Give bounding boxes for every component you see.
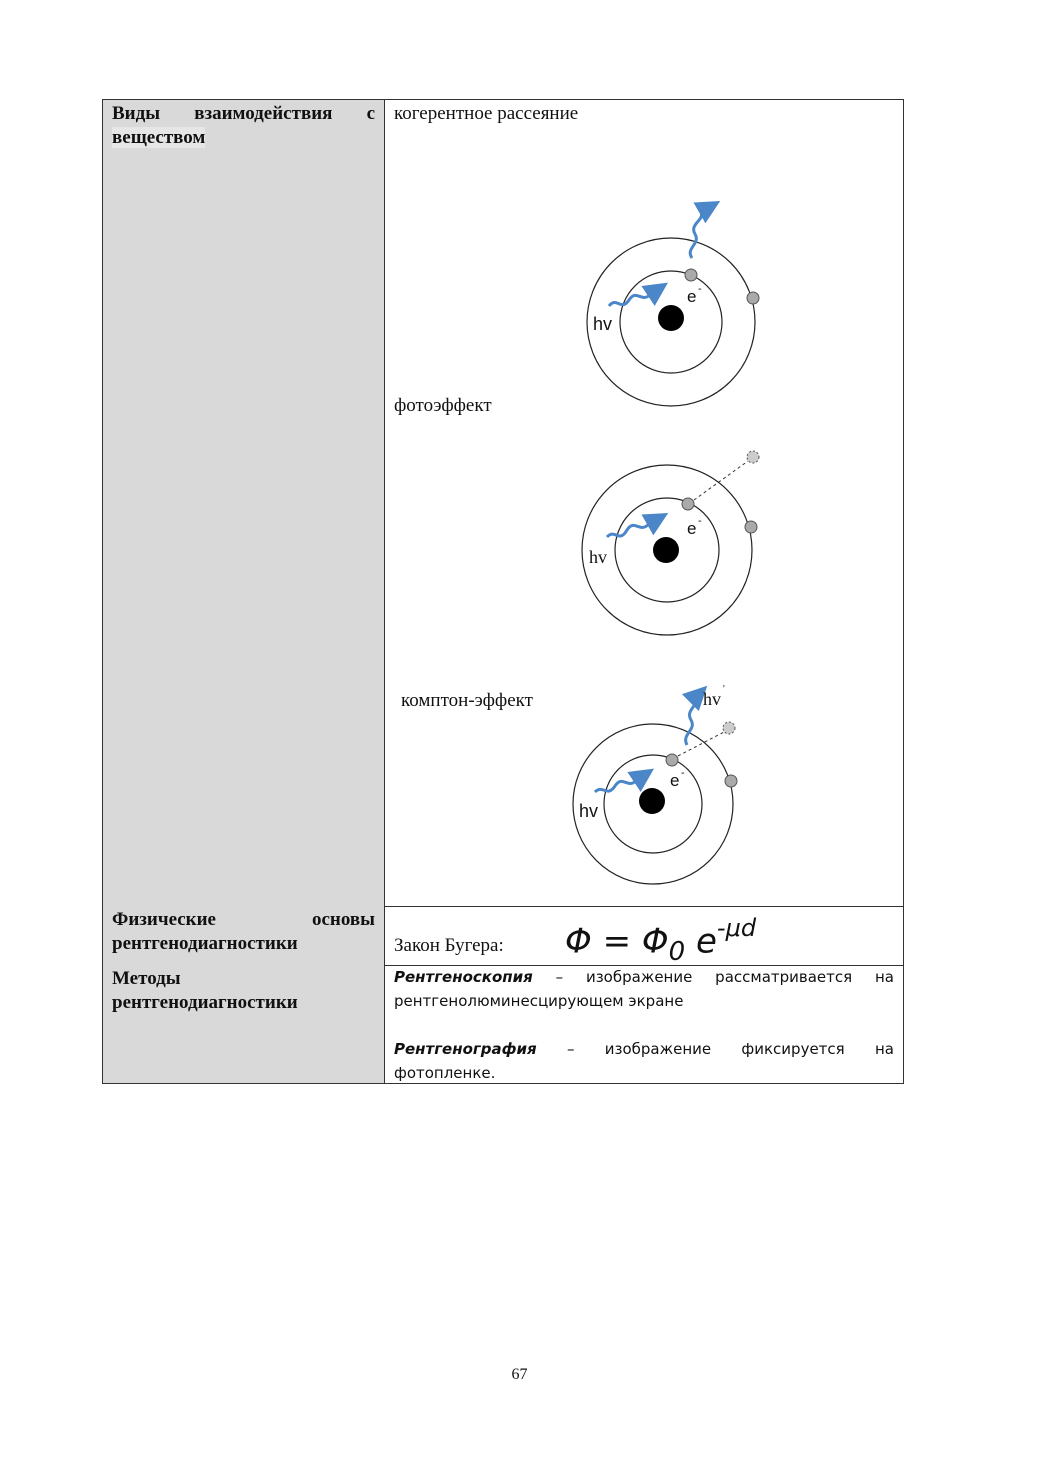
- method2-description: – изображение фиксируется на: [566, 1040, 894, 1058]
- svg-text:-: -: [681, 767, 685, 779]
- ejected-electron: [723, 722, 735, 734]
- hv-prime-label: hv: [703, 689, 721, 709]
- electron-label: e: [687, 287, 697, 306]
- heading-line: Методы: [112, 968, 181, 989]
- scattered-photon-arrow: [686, 690, 703, 745]
- photoeffect-label: фотоэффект: [394, 395, 492, 416]
- incident-photon-arrow: [609, 286, 663, 306]
- photoeffect-diagram: [582, 451, 759, 635]
- row-heading-methods: [103, 965, 385, 1083]
- electron: [682, 498, 694, 510]
- method1-description: – изображение рассматривается на: [555, 968, 894, 986]
- nucleus: [639, 788, 665, 814]
- method2-term: Рентгенография: [394, 1040, 537, 1058]
- methods-content: [385, 965, 903, 1083]
- method1-line: [394, 965, 894, 989]
- hv-label: hv: [579, 801, 599, 821]
- coherent-scattering-diagram: [587, 204, 759, 406]
- incident-photon-arrow: [595, 772, 649, 792]
- row-methods: [103, 965, 903, 1083]
- heading-line: Виды взаимодействия с: [112, 103, 375, 124]
- svg-text:-: -: [698, 515, 702, 527]
- bouguer-law-label: Закон Бугера:: [394, 935, 504, 956]
- heading-line: веществом: [112, 127, 206, 148]
- formula-subscript: 0: [668, 937, 686, 968]
- interaction-types-content: [385, 100, 903, 906]
- method2-line: [394, 1037, 894, 1061]
- ejected-electron: [747, 451, 759, 463]
- incident-photon-arrow: [607, 516, 663, 537]
- row-heading-interaction-types: [103, 100, 385, 906]
- formula-exponent: -μd: [716, 914, 757, 942]
- hv-label: hv: [593, 314, 613, 334]
- compton-effect-diagram: [573, 684, 737, 884]
- row-interaction-types: [103, 100, 903, 907]
- page-number: 67: [511, 1366, 528, 1383]
- bouguer-formula: [565, 912, 756, 972]
- nucleus: [658, 305, 684, 331]
- method1-term: Рентгеноскопия: [394, 968, 533, 986]
- ejection-path: [694, 461, 748, 500]
- electron: [747, 292, 759, 304]
- electron: [666, 754, 678, 766]
- electron: [745, 521, 757, 533]
- svg-text:-: -: [698, 283, 702, 295]
- method1-line2: рентгенолюминесцирующем экране: [394, 992, 684, 1010]
- svg-text:': ': [723, 684, 725, 695]
- hv-label: hv: [589, 547, 607, 567]
- coherent-scattering-label: когерентное рассеяние: [394, 103, 579, 124]
- electron-label: e: [687, 519, 697, 538]
- electron-label: e: [670, 771, 680, 790]
- interaction-table: [102, 99, 904, 1084]
- row-heading-physical-basis: [103, 906, 385, 965]
- heading-line: рентгенодиагностики: [112, 933, 298, 954]
- physical-basis-content: [385, 906, 903, 968]
- electron: [725, 775, 737, 787]
- formula-lhs: Φ = Φ: [565, 921, 669, 962]
- row-physical-basis: [103, 906, 903, 966]
- scattered-photon-arrow: [690, 204, 715, 258]
- nucleus: [653, 537, 679, 563]
- formula-base: e: [696, 921, 717, 962]
- heading-line: Физические основы: [112, 909, 375, 930]
- electron: [685, 269, 697, 281]
- compton-effect-label: комптон-эффект: [401, 690, 533, 711]
- method2-line2: фотопленке.: [394, 1064, 496, 1082]
- atom-diagrams: [385, 100, 905, 906]
- heading-line: рентгенодиагностики: [112, 992, 298, 1013]
